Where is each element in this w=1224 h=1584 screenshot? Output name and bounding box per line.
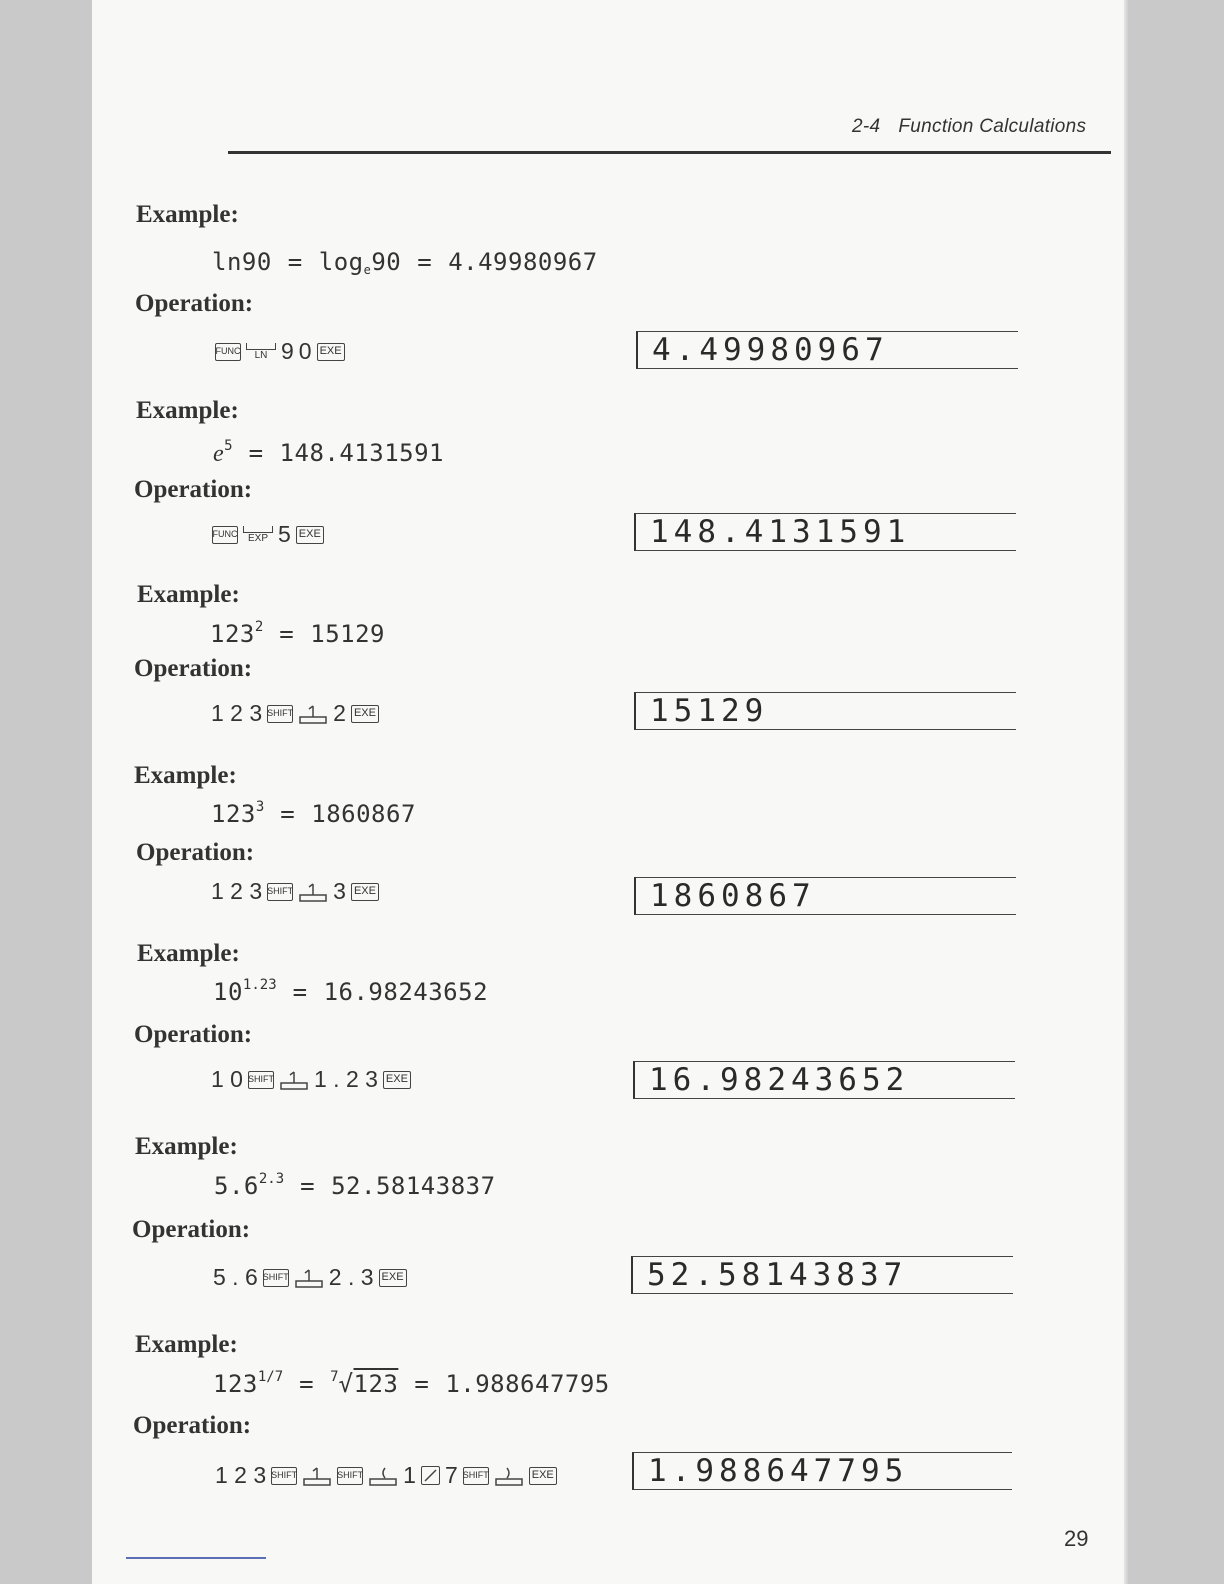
calculator-display: 148.4131591 <box>634 513 1016 551</box>
shift-key-icon: SHIFT <box>267 883 293 901</box>
ln-key-icon: LN <box>246 343 276 361</box>
operation-label: Operation: <box>135 290 254 317</box>
key-sequence: FUNC EXP 5 EXE <box>212 521 324 548</box>
formula-e5: $e^5 = 148.4131591$ <box>213 438 444 467</box>
footer-line <box>126 1557 266 1559</box>
operation-label: Operation: <box>133 1412 252 1439</box>
func-key-icon: FUNC <box>212 526 238 544</box>
open-paren-key-icon <box>368 1465 398 1487</box>
operation-label: Operation: <box>134 1021 253 1048</box>
exe-key-icon: EXE <box>383 1071 411 1089</box>
calculator-display: 52.58143837 <box>631 1256 1013 1294</box>
close-paren-key-icon <box>494 1465 524 1487</box>
example-label: Example: <box>134 762 237 789</box>
key-sequence: 1 2 3 SHIFT 2 EXE <box>211 700 379 727</box>
operation-label: Operation: <box>132 1216 251 1243</box>
formula-123-squared: $123^2 = 15129$ <box>210 619 385 648</box>
page-header <box>852 116 1086 138</box>
key-sequence: 1 2 3 SHIFT SHIFT 1 7 SHIFT EXE <box>215 1462 557 1489</box>
power-key-icon <box>302 1465 332 1487</box>
section-title: Function Calculations <box>898 116 1087 137</box>
shift-key-icon: SHIFT <box>337 1467 363 1485</box>
example-label: Example: <box>136 201 239 228</box>
fraction-key-icon <box>421 1466 440 1485</box>
formula-5.6-pow-2.3: $5.6^{2.3} = 52.58143837$ <box>214 1171 496 1200</box>
operation-label: Operation: <box>134 655 253 682</box>
shift-key-icon: SHIFT <box>263 1269 289 1287</box>
key-sequence: 1 2 3 SHIFT 3 EXE <box>211 878 379 905</box>
shift-key-icon: SHIFT <box>248 1071 274 1089</box>
exe-key-icon: EXE <box>351 883 379 901</box>
calculator-display: 4.49980967 <box>636 331 1018 369</box>
formula-7th-root-123: $123^{1/7} = ^7√123 = 1.988647795$ <box>213 1369 610 1398</box>
formula-ln90: $\ln 90 = \log_e90 = 4.49980967$ <box>212 248 598 277</box>
operation-label: Operation: <box>136 839 255 866</box>
power-key-icon <box>298 703 328 725</box>
formula-10-pow-1.23: $10^{1.23} = 16.98243652$ <box>213 977 489 1006</box>
example-label: Example: <box>135 1133 238 1160</box>
operation-label: Operation: <box>134 476 253 503</box>
key-sequence: FUNC LN 9 0 EXE <box>215 338 345 365</box>
calculator-display: 15129 <box>634 692 1016 730</box>
shift-key-icon: SHIFT <box>271 1467 297 1485</box>
example-label: Example: <box>135 1331 238 1358</box>
manual-page <box>92 0 1124 1584</box>
exp-key-icon: EXP <box>243 526 273 544</box>
exe-key-icon: EXE <box>296 526 324 544</box>
key-sequence: 5 . 6 SHIFT 2 . 3 EXE <box>213 1264 407 1291</box>
calculator-display: 1860867 <box>634 877 1016 915</box>
page-number: 29 <box>1064 1526 1089 1551</box>
exe-key-icon: EXE <box>351 705 379 723</box>
power-key-icon <box>298 881 328 903</box>
section-number: 2-4 <box>852 116 881 137</box>
header-rule <box>228 151 1111 154</box>
example-label: Example: <box>136 397 239 424</box>
example-label: Example: <box>137 581 240 608</box>
example-label: Example: <box>137 940 240 967</box>
formula-123-cubed: $123^3 = 1860867$ <box>211 799 416 828</box>
calculator-display: 16.98243652 <box>633 1061 1015 1099</box>
exe-key-icon: EXE <box>379 1269 407 1287</box>
exe-key-icon: EXE <box>317 343 345 361</box>
calculator-display: 1.988647795 <box>632 1452 1012 1490</box>
key-sequence: 1 0 SHIFT 1 . 2 3 EXE <box>211 1066 411 1093</box>
shift-key-icon: SHIFT <box>463 1467 489 1485</box>
shift-key-icon: SHIFT <box>267 705 293 723</box>
power-key-icon <box>279 1069 309 1091</box>
power-key-icon <box>294 1267 324 1289</box>
func-key-icon: FUNC <box>215 343 241 361</box>
exe-key-icon: EXE <box>529 1467 557 1485</box>
